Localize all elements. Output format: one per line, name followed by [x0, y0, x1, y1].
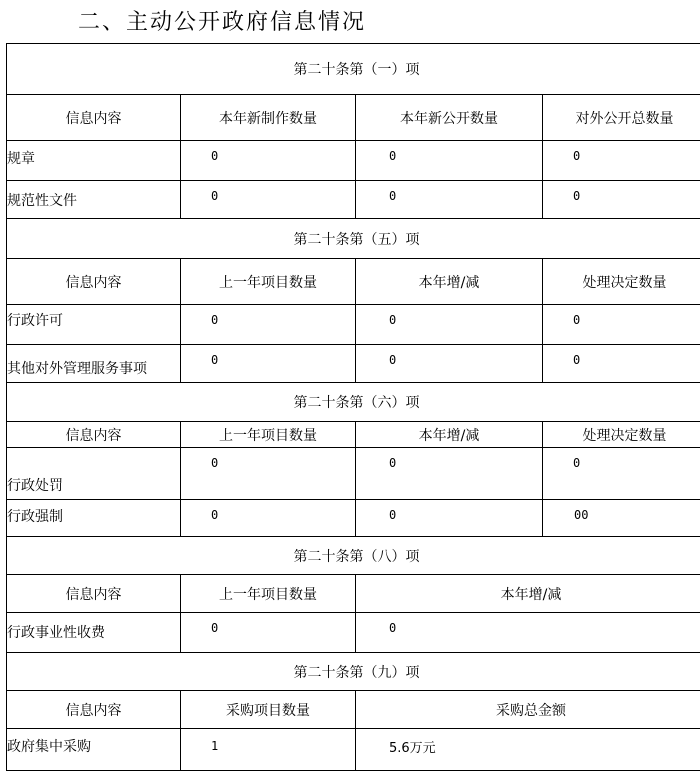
value-cell: 0 [356, 500, 543, 537]
table-row [7, 500, 700, 537]
column-header: 本年增/减 [356, 575, 700, 613]
value-cell: 0 [543, 448, 700, 500]
value-cell: 0 [543, 141, 700, 181]
table-row [7, 613, 700, 653]
value-cell: 5.6万元 [356, 729, 700, 771]
item-name: 规章 [7, 141, 181, 181]
value-cell: 1 [181, 729, 356, 771]
value-cell: 0 [543, 345, 700, 383]
header-row [7, 575, 700, 613]
value-cell: 0 [181, 613, 356, 653]
value-cell: 0 [181, 305, 356, 345]
column-header: 上一年项目数量 [181, 259, 356, 305]
section-heading-row [7, 219, 700, 259]
table-row [7, 729, 700, 771]
value-cell: 0 [356, 613, 700, 653]
item-name: 行政事业性收费 [7, 613, 181, 653]
item-name: 行政处罚 [7, 448, 181, 500]
value-cell: 0 [181, 448, 356, 500]
column-header: 本年增/减 [356, 259, 543, 305]
item-name: 其他对外管理服务事项 [7, 345, 181, 383]
header-row [7, 259, 700, 305]
item-name: 政府集中采购 [7, 729, 181, 771]
header-row [7, 95, 700, 141]
column-header: 采购项目数量 [181, 691, 356, 729]
page-title: 二、主动公开政府信息情况 [78, 10, 367, 35]
column-header: 上一年项目数量 [181, 575, 356, 613]
column-header: 处理决定数量 [543, 259, 700, 305]
value-cell: 0 [543, 305, 700, 345]
table-row [7, 345, 700, 383]
column-header: 信息内容 [7, 95, 181, 141]
column-header: 信息内容 [7, 691, 181, 729]
section-heading-row [7, 44, 700, 95]
section-heading: 第二十条第（五）项 [7, 219, 700, 259]
table-row [7, 305, 700, 345]
column-header: 上一年项目数量 [181, 422, 356, 448]
item-name: 规范性文件 [7, 181, 181, 219]
column-header: 本年新公开数量 [356, 95, 543, 141]
header-row [7, 691, 700, 729]
section-heading-row [7, 383, 700, 422]
section-heading-row [7, 537, 700, 575]
value-cell: 0 [356, 181, 543, 219]
value-cell: 0 [181, 500, 356, 537]
section-heading-row [7, 653, 700, 691]
column-header: 本年增/减 [356, 422, 543, 448]
column-header: 采购总金额 [356, 691, 700, 729]
value-cell: 0 [356, 448, 543, 500]
column-header: 信息内容 [7, 422, 181, 448]
value-cell: 0 [356, 141, 543, 181]
item-name: 行政强制 [7, 500, 181, 537]
section-heading: 第二十条第（八）项 [7, 537, 700, 575]
column-header: 本年新制作数量 [181, 95, 356, 141]
column-header: 信息内容 [7, 259, 181, 305]
table-row [7, 141, 700, 181]
section-heading: 第二十条第（六）项 [7, 383, 700, 422]
item-name: 行政许可 [7, 305, 181, 345]
column-header: 信息内容 [7, 575, 181, 613]
value-cell: 0 [181, 345, 356, 383]
value-cell: 0 [181, 181, 356, 219]
value-cell: 0 [543, 181, 700, 219]
header-row [7, 422, 700, 448]
section-heading: 第二十条第（九）项 [7, 653, 700, 691]
table-row [7, 181, 700, 219]
value-cell: 0 [181, 141, 356, 181]
value-cell: 0 [356, 305, 543, 345]
value-cell: 0 [356, 345, 543, 383]
section-heading: 第二十条第（一）项 [7, 44, 700, 95]
value-cell: 00 [543, 500, 700, 537]
column-header: 对外公开总数量 [543, 95, 700, 141]
disclosure-table [6, 43, 700, 771]
column-header: 处理决定数量 [543, 422, 700, 448]
table-row [7, 448, 700, 500]
